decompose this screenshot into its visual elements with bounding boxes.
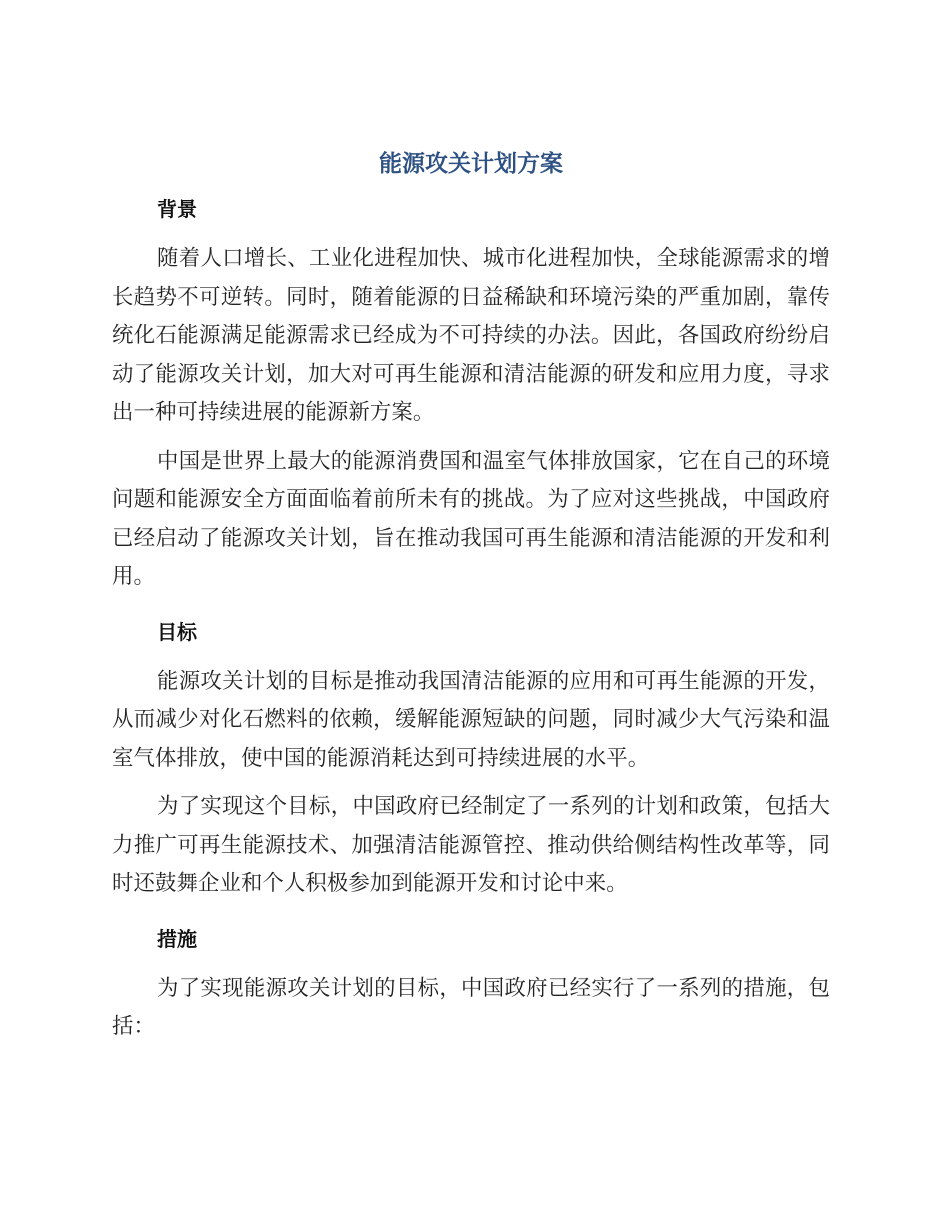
measures-paragraph-1: 为了实现能源攻关计划的目标，中国政府已经实行了一系列的措施，包括： — [112, 975, 830, 1039]
background-paragraph-2: 中国是世界上最大的能源消费国和温室气体排放国家，它在自己的环境问题和能源安全方面面临着前所未有的挑战。为了应对这些挑战，中国政府已经启动了能源攻关计划，旨在推动我国可再生能源和清洁能源的开发和利用。 — [112, 448, 830, 589]
goal-paragraph-1: 能源攻关计划的目标是推动我国清洁能源的应用和可再生能源的开发，从而减少对化石燃料的依赖，缓解能源短缺的问题，同时减少大气污染和温室气体排放，使中国的能源消耗达到可持续进展的水平。 — [112, 668, 830, 771]
document-title: 能源攻关计划方案 — [379, 151, 563, 177]
document-page — [112, 140, 830, 1047]
goal-paragraph-2: 为了实现这个目标，中国政府已经制定了一系列的计划和政策，包括大力推广可再生能源技术、加强清洁能源管控、推动供给侧结构性改革等，同时还鼓舞企业和个人积极参加到能源开发和讨论中来。 — [112, 794, 830, 896]
section-heading-background: 背景 — [157, 197, 197, 221]
background-paragraph-1: 随着人口增长、工业化进程加快、城市化进程加快，全球能源需求的增长趋势不可逆转。同时，随着能源的日益稀缺和环境污染的严重加剧，靠传统化石能源满足能源需求已经成为不可持续的办法。因此，各国政府纷纷启动了能源攻关计划，加大对可再生能源和清洁能源的研发和应用力度，寻求出一种可持续进展的能源新方案。 — [112, 246, 830, 425]
section-heading-goal: 目标 — [157, 619, 197, 644]
section-heading-measures: 措施 — [157, 926, 197, 951]
